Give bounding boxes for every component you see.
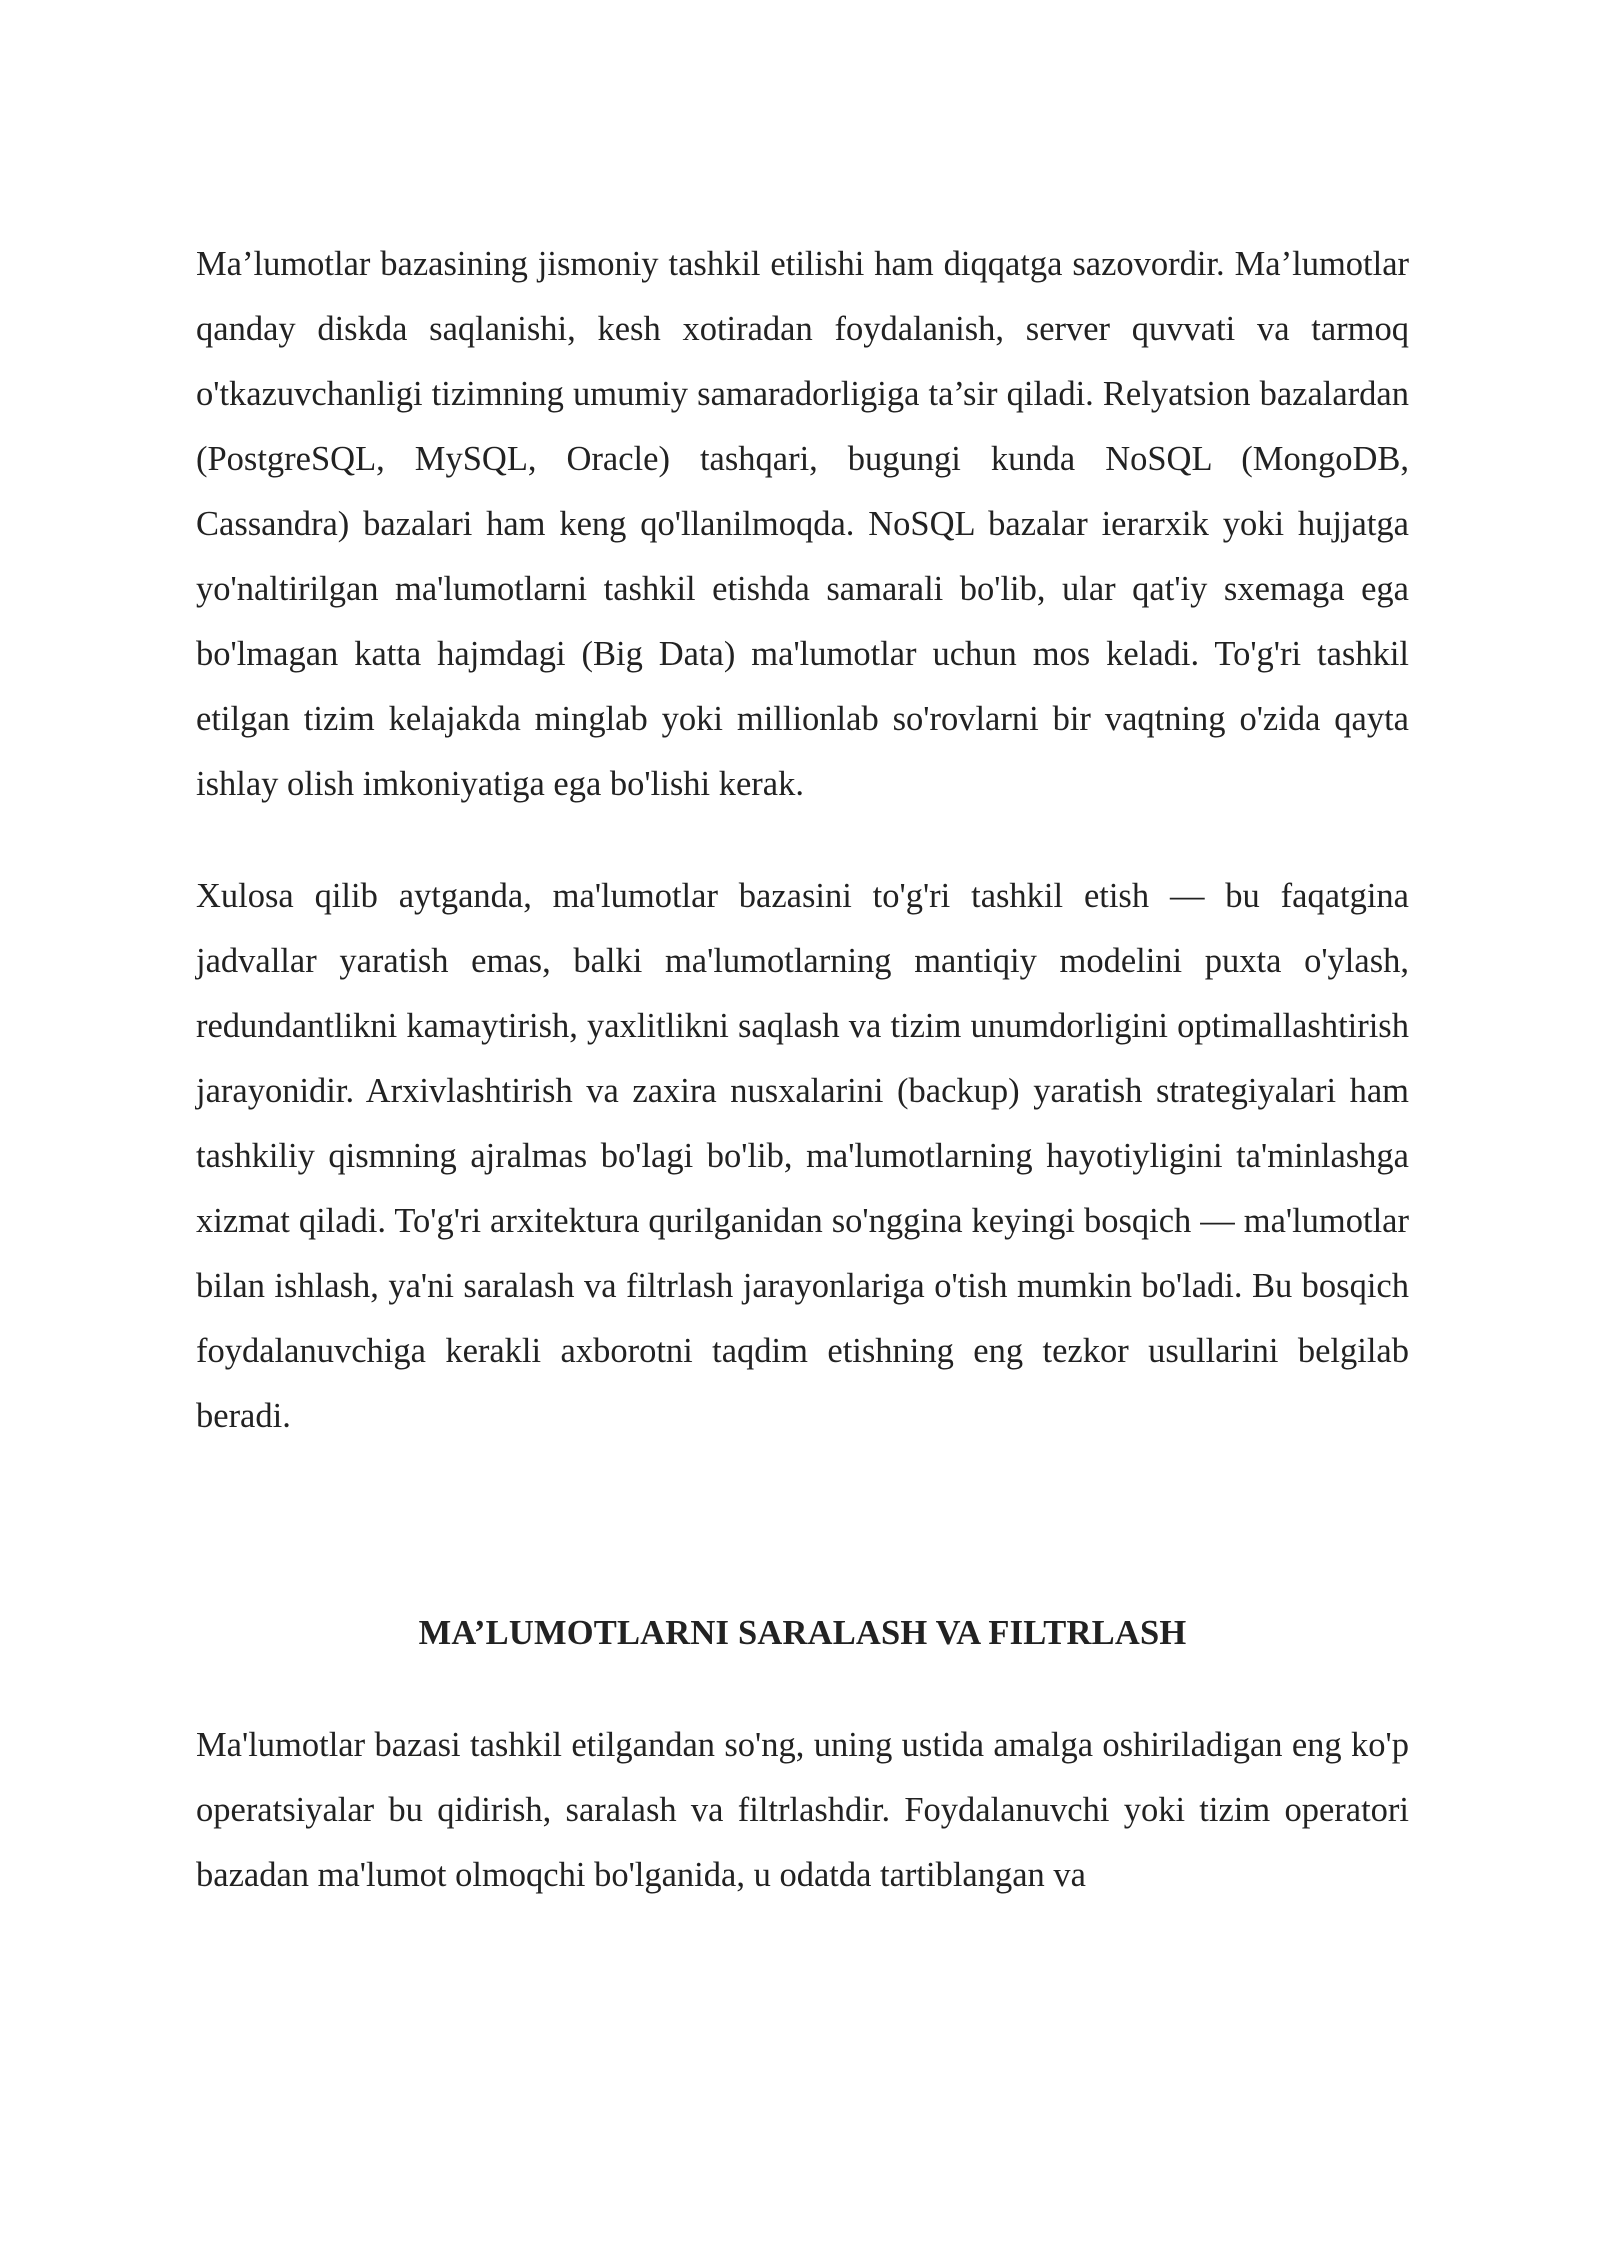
document-page	[196, 232, 1409, 1908]
section-heading: MA’LUMOTLARNI SARALASH VA FILTRLASH	[418, 1614, 1187, 1652]
paragraph-sorting-intro: Ma'lumotlar bazasi tashkil etilgandan so'ng, uning ustida amalga oshiriladigan eng ko'p operatsiyalar bu qidirish, saralash va filtrlashdir. Foydalanuvchi yoki tizim operatori bazadan ma'lumot olmoqchi bo'lganida, u odatda tartiblangan va	[196, 1726, 1409, 1894]
paragraph-physical-organization: Ma’lumotlar bazasining jismoniy tashkil etilishi ham diqqatga sazovordir. Ma’lumotlar qanday diskda saqlanishi, kesh xotiradan foydalanish, server quvvati va tarmoq o'tkazuvchanligi tizimning umumiy samaradorligiga ta’sir qiladi. Relyatsion bazalardan (PostgreSQL, MySQL, Oracle) tashqari, bugungi kunda NoSQL (MongoDB, Cassandra) bazalari ham keng qo'llanilmoqda. NoSQL bazalar ierarxik yoki hujjatga yo'naltirilgan ma'lumotlarni tashkil etishda samarali bo'lib, ular qat'iy sxemaga ega bo'lmagan katta hajmdagi (Big Data) ma'lumotlar uchun mos keladi. To'g'ri tashkil etilgan tizim kelajakda minglab yoki millionlab so'rovlarni bir vaqtning o'zida qayta ishlay olish imkoniyatiga ega bo'lishi kerak.	[196, 245, 1409, 803]
paragraph-conclusion: Xulosa qilib aytganda, ma'lumotlar bazasini to'g'ri tashkil etish — bu faqatgina jadvallar yaratish emas, balki ma'lumotlarning mantiqiy modelini puxta o'ylash, redundantlikni kamaytirish, yaxlitlikni saqlash va tizim unumdorligini optimallashtirish jarayonidir. Arxivlashtirish va zaxira nusxalarini (backup) yaratish strategiyalari ham tashkiliy qismning ajralmas bo'lagi bo'lib, ma'lumotlarning hayotiyligini ta'minlashga xizmat qiladi. To'g'ri arxitektura qurilganidan so'nggina keyingi bosqich — ma'lumotlar bilan ishlash, ya'ni saralash va filtrlash jarayonlariga o'tish mumkin bo'ladi. Bu bosqich foydalanuvchiga kerakli axborotni taqdim etishning eng tezkor usullarini belgilab beradi.	[196, 877, 1409, 1435]
